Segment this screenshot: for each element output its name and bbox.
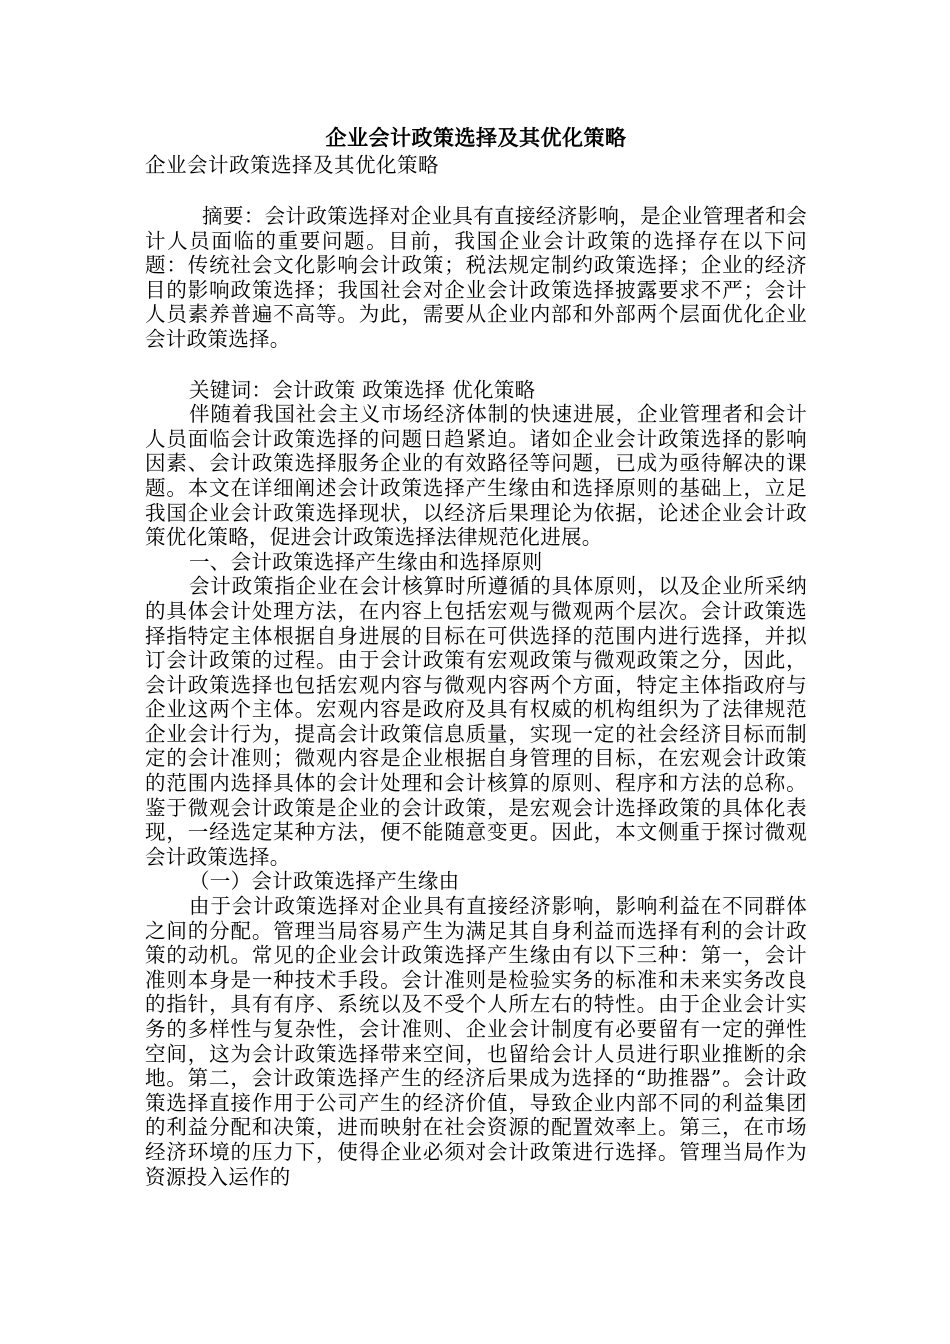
body-paragraph: 会计政策指企业在会计核算时所遵循的具体原则，以及企业所采纳的具体会计处理方法，在内容上包括宏观与微观两个层次。会计政策选择指特定主体根据自身进展的目标在可供选择的范围内进行选择，并拟订会计政策的过程。由于会计政策有宏观政策与微观政策之分，因此，会计政策选择也包括宏观内容与微观内容两个方面，特定主体指政府与企业这两个主体。宏观内容是政府及具有权威的机构组织为了法律规范企业会计行为，提高会计政策信息质量，实现一定的社会经济目标而制定的会计准则；微观内容是企业根据自身管理的目标，在宏观会计政策的范围内选择具体的会计处理和会计核算的原则、程序和方法的总称。鉴于微观会计政策是企业的会计政策，是宏观会计选择政策的具体化表现，一经选定某种方法，便不能随意变更。因此，本文侧重于探讨微观会计政策选择。 — [145, 574, 807, 869]
section-heading: 一、会计政策选择产生缘由和选择原则 — [189, 549, 543, 574]
document-subtitle: 企业会计政策选择及其优化策略 — [145, 153, 439, 177]
spacer — [145, 178, 807, 204]
keywords-line: 关键词：会计政策 政策选择 优化策略 — [189, 377, 536, 402]
body-paragraph: 由于会计政策选择对企业具有直接经济影响，影响利益在不同群体之间的分配。管理当局容易产生为满足其自身利益而选择有利的会计政策的动机。常见的企业会计政策选择产生缘由有以下三种：第一，会计准则本身是一种技术手段。会计准则是检验实务的标准和未来实务改良的指针，具有有序、系统以及不受个人所左右的特性。由于企业会计实务的多样性与复杂性，会计准则、企业会计制度有必要留有一定的弹性空间，这为会计政策选择带来空间，也留给会计人员进行职业推断的余地。第二，会计政策选择产生的经济后果成为选择的“助推器”。会计政策选择直接作用于公司产生的经济价值，导致企业内部不同的利益集团的利益分配和决策，进而映射在社会资源的配置效率上。第三，在市场经济环境的压力下，使得企业必须对会计政策进行选择。管理当局作为资源投入运作的 — [145, 894, 807, 1189]
subsection-heading: （一）会计政策选择产生缘由 — [189, 869, 460, 894]
document-title: 企业会计政策选择及其优化策略 — [325, 125, 627, 150]
abstract-paragraph: 摘要：会计政策选择对企业具有直接经济影响，是企业管理者和会计人员面临的重要问题。目前，我国企业会计政策的选择存在以下问题：传统社会文化影响会计政策；税法规定制约政策选择；企业的经济目的影响政策选择；我国社会对企业会计政策选择披露要求不严；会计人员素养普遍不高等。为此，需要从企业内部和外部两个层面优化企业会计政策选择。 — [145, 204, 807, 351]
intro-paragraph: 伴随着我国社会主义市场经济体制的快速进展，企业管理者和会计人员面临会计政策选择的问题日趋紧迫。诸如企业会计政策选择的影响因素、会计政策选择服务企业的有效路径等问题，已成为亟待解决的课题。本文在详细阐述会计政策选择产生缘由和选择原则的基础上，立足我国企业会计政策选择现状，以经济后果理论为依据，论述企业会计政策优化策略，促进会计政策选择法律规范化进展。 — [145, 402, 807, 550]
document-page — [145, 124, 807, 1189]
spacer — [145, 352, 807, 378]
